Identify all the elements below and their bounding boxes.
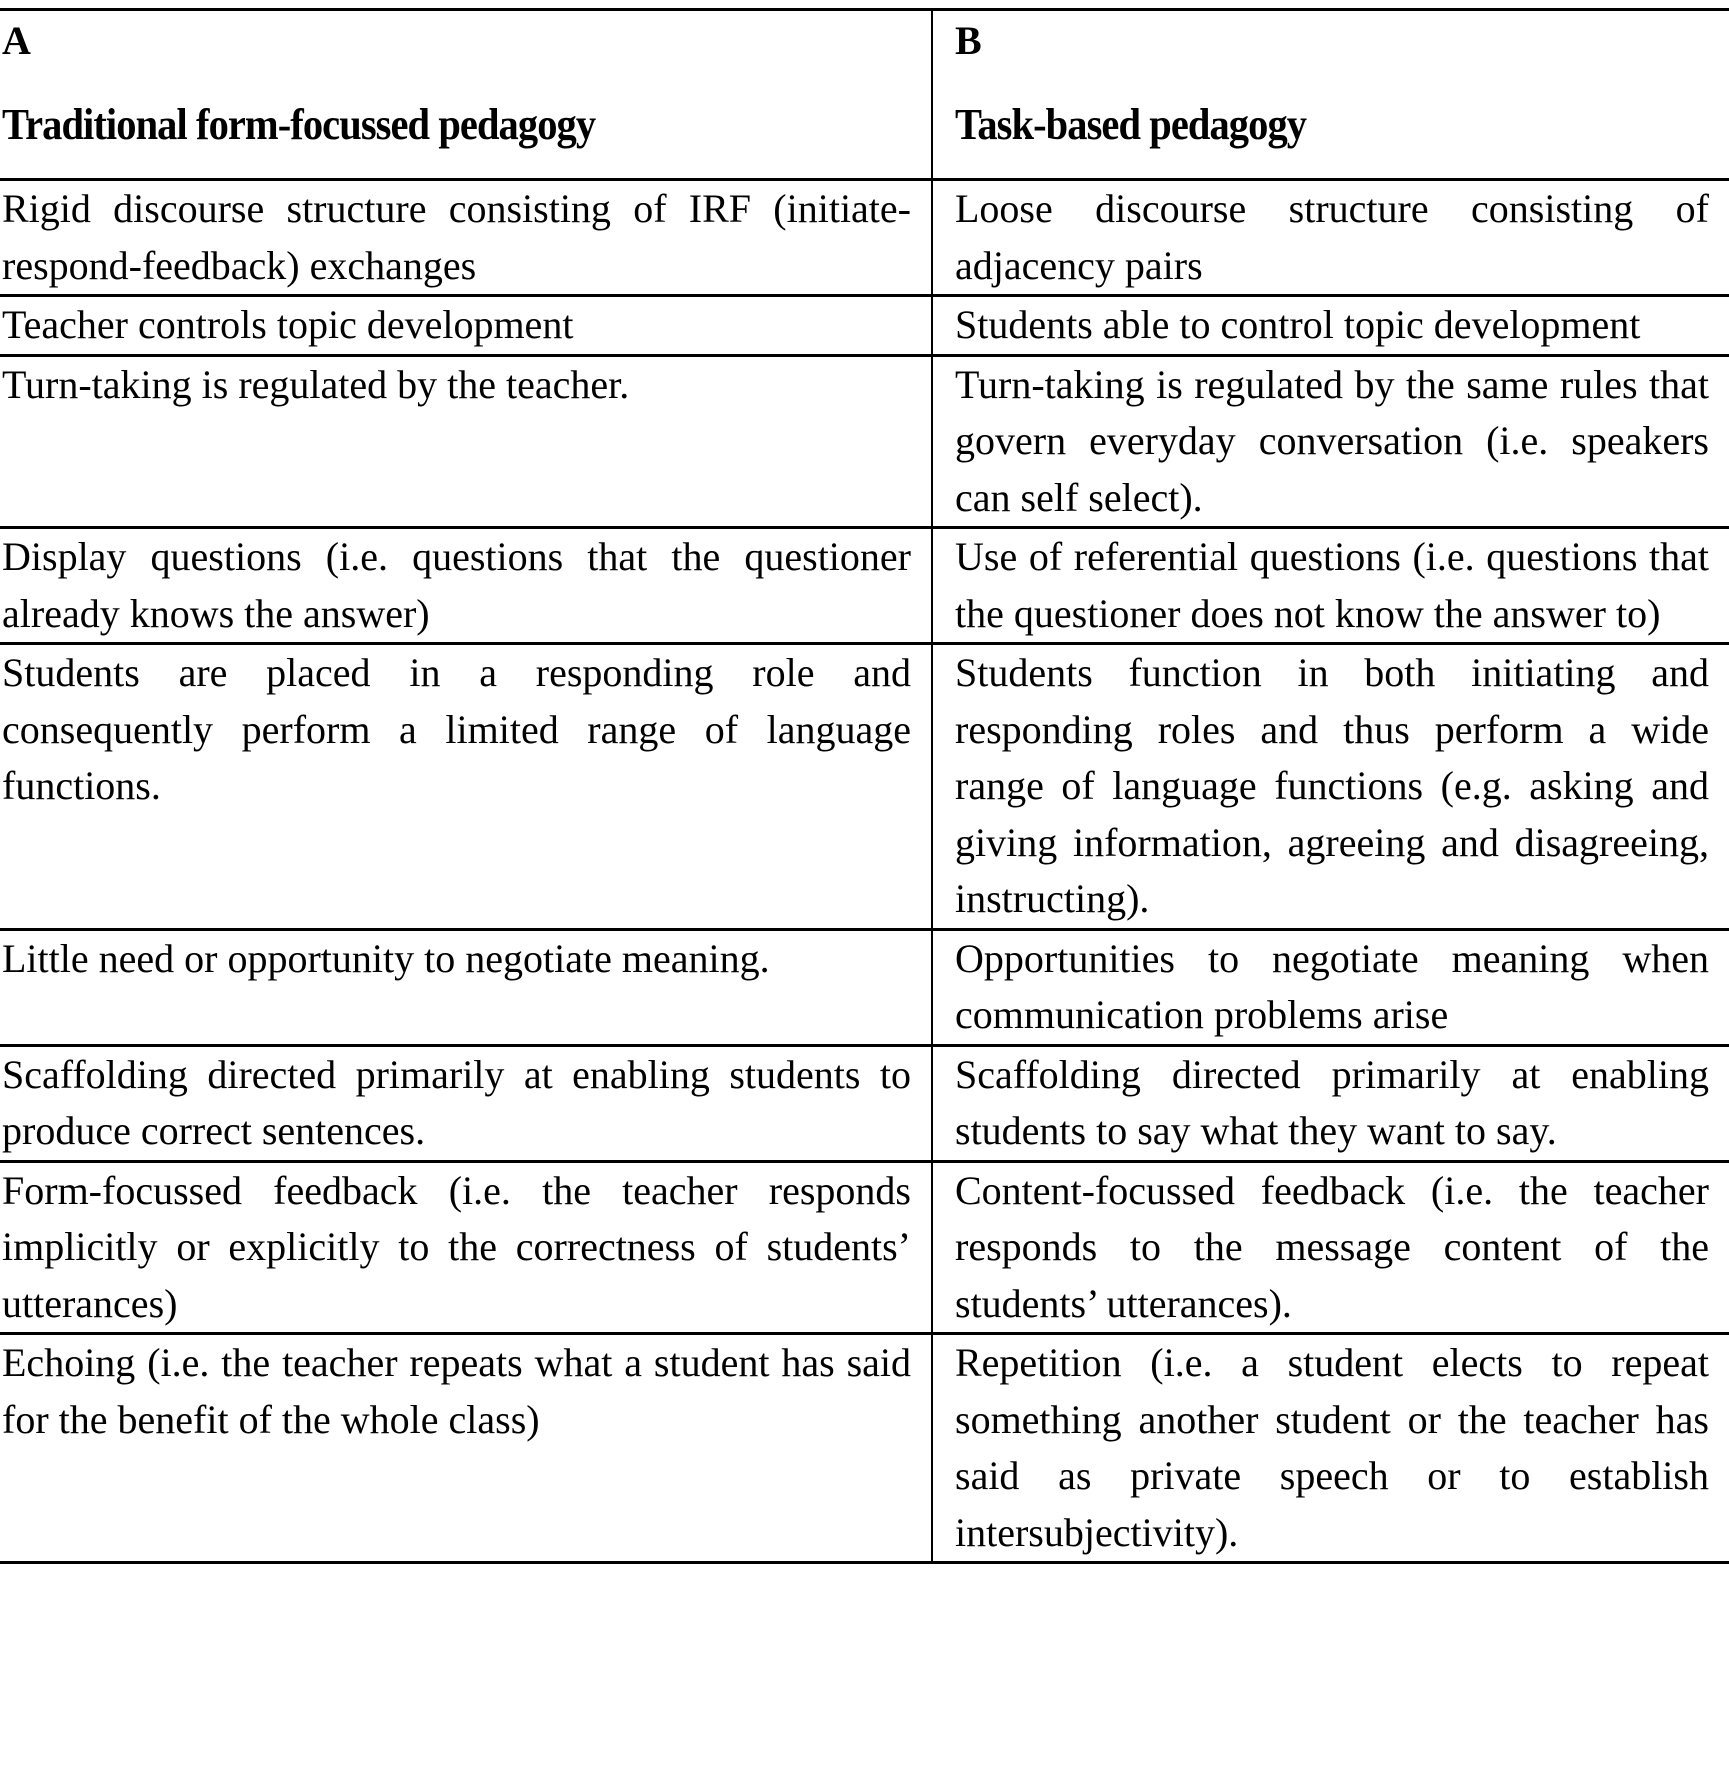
cell-traditional: Display questions (i.e. questions that the questioner already knows the answer) xyxy=(0,528,932,644)
header-row xyxy=(0,10,1729,180)
cell-traditional: Echoing (i.e. the teacher repeats what a student has said for the benefit of the whole class) xyxy=(0,1334,932,1563)
cell-traditional: Scaffolding directed primarily at enabling students to produce correct sentences. xyxy=(0,1045,932,1161)
table-row xyxy=(0,355,1729,528)
table-row xyxy=(0,1334,1729,1563)
header-cell-a xyxy=(0,10,932,180)
table-row xyxy=(0,1045,1729,1161)
table-row xyxy=(0,929,1729,1045)
table-row xyxy=(0,1161,1729,1334)
header-cell-b xyxy=(932,10,1729,180)
cell-traditional: Rigid discourse structure consisting of IRF (initiate-respond-feedback) exchanges xyxy=(0,180,932,296)
cell-task-based: Opportunities to negotiate meaning when communication problems arise xyxy=(955,935,1709,1037)
column-letter-a: A xyxy=(2,18,31,63)
cell-traditional: Teacher controls topic development xyxy=(0,296,932,356)
column-title-b: Task-based pedagogy xyxy=(955,100,1307,149)
cell-task-based: Students able to control topic development xyxy=(955,302,1641,347)
cell-task-based: Loose discourse structure consisting of adjacency pairs xyxy=(955,186,1709,288)
cell-task-based: Content-focussed feedback (i.e. the teacher responds to the message content of the students’ utterances). xyxy=(955,1167,1709,1326)
cell-traditional: Turn-taking is regulated by the teacher. xyxy=(0,355,932,528)
cell-task-based: Repetition (i.e. a student elects to repeat something another student or the teacher has said as private speech or to establish intersubjectivity). xyxy=(955,1340,1709,1555)
cell-traditional: Students are placed in a responding role and consequently perform a limited range of language functions. xyxy=(0,644,932,930)
table-row xyxy=(0,528,1729,644)
table-row xyxy=(0,296,1729,356)
table-row xyxy=(0,644,1729,930)
cell-task-based: Students function in both initiating and responding roles and thus perform a wide range of language functions (e.g. asking and giving information, agreeing and disagreeing, instructing). xyxy=(955,650,1709,921)
table-row xyxy=(0,180,1729,296)
cell-traditional: Little need or opportunity to negotiate meaning. xyxy=(0,929,932,1045)
cell-traditional: Form-focussed feedback (i.e. the teacher responds implicitly or explicitly to the correctness of students’ utterances) xyxy=(0,1161,932,1334)
cell-task-based: Use of referential questions (i.e. questions that the questioner does not know the answer to) xyxy=(955,534,1709,636)
column-letter-b: B xyxy=(955,18,982,63)
comparison-table xyxy=(0,8,1729,1564)
cell-task-based: Scaffolding directed primarily at enabling students to say what they want to say. xyxy=(955,1051,1709,1153)
cell-task-based: Turn-taking is regulated by the same rules that govern everyday conversation (i.e. speakers can self select). xyxy=(955,361,1709,520)
column-title-a: Traditional form-focussed pedagogy xyxy=(2,100,596,149)
